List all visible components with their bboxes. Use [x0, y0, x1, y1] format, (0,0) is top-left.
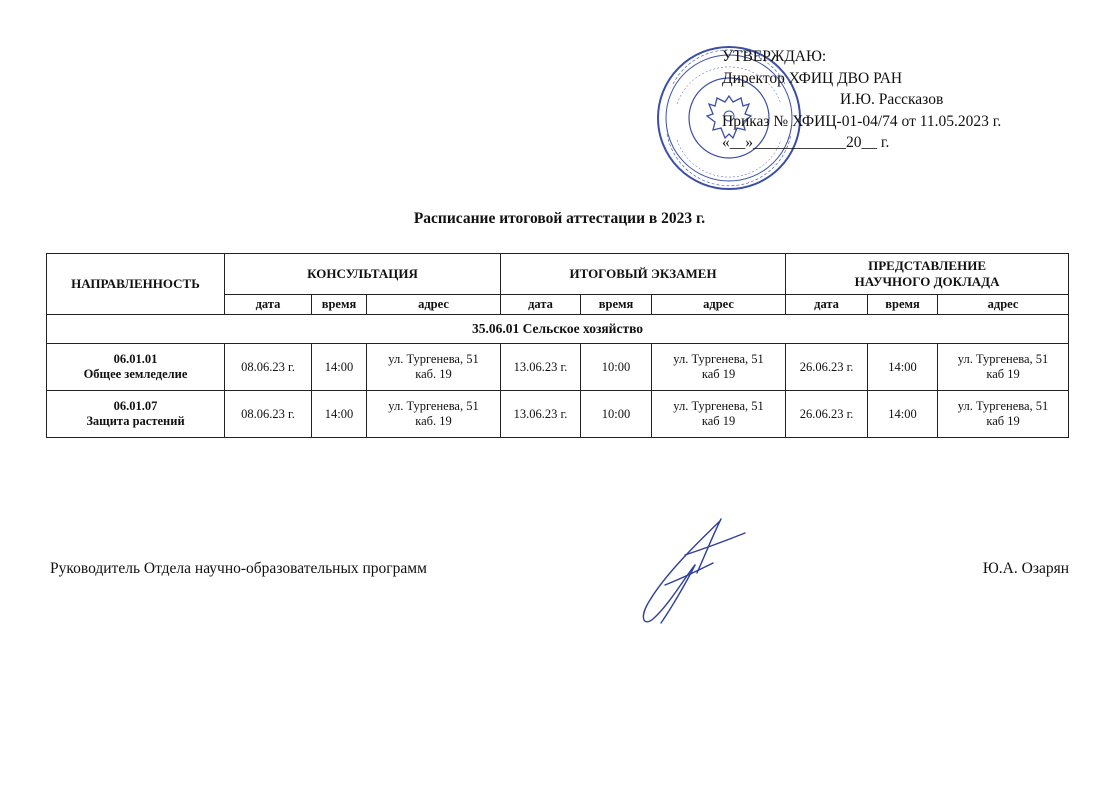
address-line: ул. Тургенева, 51 — [388, 352, 479, 366]
signatory-position: Руководитель Отдела научно-образовательных программ — [50, 560, 427, 577]
document-title: Расписание итоговой аттестации в 2023 г. — [413, 210, 706, 227]
subheader-address: адрес — [938, 295, 1069, 315]
consultation-address — [367, 344, 501, 391]
section-row — [47, 315, 1069, 344]
direction-code: 06.01.01 — [113, 352, 158, 366]
room-line: каб 19 — [701, 367, 736, 381]
header-consultation: КОНСУЛЬТАЦИЯ — [225, 254, 501, 295]
header-report-line2: НАУЧНОГО ДОКЛАДА — [854, 274, 1000, 289]
exam-date: 13.06.23 г. — [501, 344, 581, 391]
consultation-date: 08.06.23 г. — [225, 391, 312, 438]
address-line: ул. Тургенева, 51 — [957, 399, 1049, 413]
approval-date-line: «__»____________20__ г. — [722, 134, 890, 151]
section-title: 35.06.01 Сельское хозяйство — [47, 315, 1069, 344]
subheader-date: дата — [501, 295, 581, 315]
approval-heading: УТВЕРЖДАЮ: — [722, 48, 827, 65]
direction-cell — [47, 344, 225, 391]
subheader-address: адрес — [367, 295, 501, 315]
schedule-table — [46, 253, 1069, 438]
report-date: 26.06.23 г. — [786, 344, 868, 391]
signatory-name: Ю.А. Озарян — [982, 560, 1069, 577]
direction-code: 06.01.07 — [113, 399, 158, 413]
consultation-date: 08.06.23 г. — [225, 344, 312, 391]
consultation-time: 14:00 — [312, 344, 367, 391]
direction-name: Защита растений — [86, 414, 185, 428]
room-line: каб 19 — [986, 367, 1020, 381]
address-line: ул. Тургенева, 51 — [388, 399, 479, 413]
exam-time: 10:00 — [581, 391, 652, 438]
header-direction: НАПРАВЛЕННОСТЬ — [47, 254, 225, 315]
table-header-row — [47, 254, 1069, 295]
report-date: 26.06.23 г. — [786, 391, 868, 438]
subheader-date: дата — [786, 295, 868, 315]
report-time: 14:00 — [868, 391, 938, 438]
address-line: ул. Тургенева, 51 — [673, 352, 764, 366]
room-line: каб. 19 — [415, 367, 452, 381]
subheader-address: адрес — [652, 295, 786, 315]
room-line: каб 19 — [986, 414, 1020, 428]
report-time: 14:00 — [868, 344, 938, 391]
exam-address — [652, 391, 786, 438]
handwritten-signature — [625, 515, 755, 630]
subheader-time: время — [868, 295, 938, 315]
report-address — [938, 391, 1069, 438]
room-line: каб 19 — [701, 414, 736, 428]
table-row — [47, 391, 1069, 438]
exam-time: 10:00 — [581, 344, 652, 391]
report-address — [938, 344, 1069, 391]
approval-order-line: Приказ № ХФИЦ-01-04/74 от 11.05.2023 г. — [722, 112, 1002, 130]
table-row — [47, 344, 1069, 391]
address-line: ул. Тургенева, 51 — [673, 399, 764, 413]
direction-name: Общее земледелие — [83, 367, 188, 381]
subheader-time: время — [312, 295, 367, 315]
approval-director-name: И.Ю. Рассказов — [840, 91, 944, 108]
room-line: каб. 19 — [415, 414, 452, 428]
address-line: ул. Тургенева, 51 — [957, 352, 1049, 366]
exam-date: 13.06.23 г. — [501, 391, 581, 438]
header-report — [786, 254, 1069, 295]
subheader-date: дата — [225, 295, 312, 315]
exam-address — [652, 344, 786, 391]
header-exam: ИТОГОВЫЙ ЭКЗАМЕН — [501, 254, 786, 295]
subheader-time: время — [581, 295, 652, 315]
header-report-line1: ПРЕДСТАВЛЕНИЕ — [868, 258, 986, 273]
approval-block — [722, 46, 1001, 154]
consultation-address — [367, 391, 501, 438]
consultation-time: 14:00 — [312, 391, 367, 438]
approval-director-line: Директор ХФИЦ ДВО РАН — [722, 69, 903, 87]
direction-cell — [47, 391, 225, 438]
